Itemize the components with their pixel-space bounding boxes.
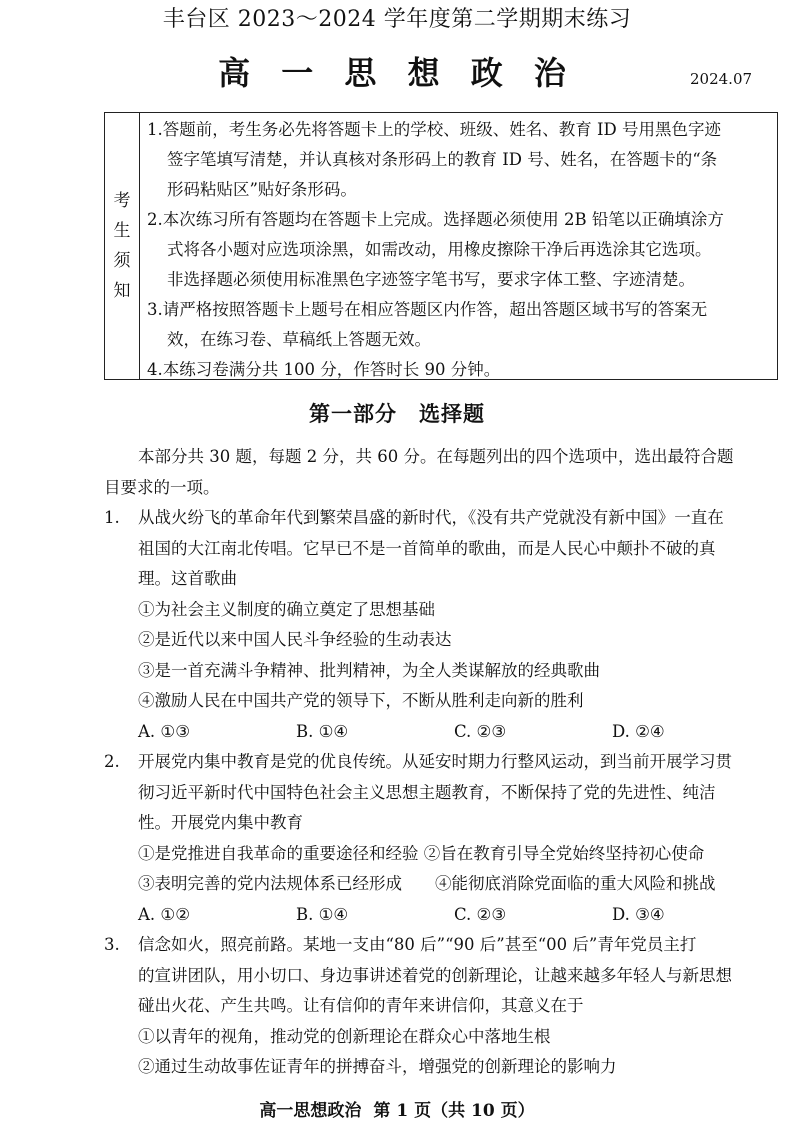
notice-line: 效，在练习卷、草稿纸上答题无效。 xyxy=(167,330,431,349)
notice-line: 非选择题必须使用标准黑色字迹签字笔书写，要求字体工整、字迹清楚。 xyxy=(167,270,695,289)
notice-text xyxy=(147,115,771,385)
notice-label-char: 生 xyxy=(113,221,131,241)
answer-choices xyxy=(104,900,780,931)
subject-title: 高 一 思 想 政 治 xyxy=(218,54,576,92)
notice-label xyxy=(105,113,140,379)
choice-b: B. ①④ xyxy=(296,721,349,741)
choice-d: D. ②④ xyxy=(612,721,665,741)
stem-line: 信念如火，照亮前路。某地一支由“80 后”“90 后”甚至“00 后”青年党员主打 xyxy=(138,935,697,954)
question-item: ③表明完善的党内法规体系已经形成 ④能彻底消除党面临的重大风险和挑战 xyxy=(138,874,716,893)
notice-label-char: 知 xyxy=(113,281,131,301)
notice-line: 签字笔填写清楚，并认真核对条形码上的教育 ID 号、姓名，在答题卡的“条 xyxy=(167,150,718,169)
notice-label-char: 考 xyxy=(113,191,131,211)
choice-d: D. ③④ xyxy=(612,904,665,924)
choice-a: A. ①③ xyxy=(138,721,190,741)
choice-c: C. ②③ xyxy=(454,904,507,924)
stem-line: 彻习近平新时代中国特色社会主义思想主题教育，不断保持了党的先进性、纯洁 xyxy=(138,782,716,802)
footer-page: 第 1 页（共 10 页） xyxy=(373,1101,535,1121)
question-item: ①为社会主义制度的确立奠定了思想基础 xyxy=(138,599,435,619)
notice-line: 2.本次练习所有答题均在答题卡上完成。选择题必须使用 2B 铅笔以正确填涂方 xyxy=(147,210,724,229)
question-item: ④激励人民在中国共产党的领导下，不断从胜利走向新的胜利 xyxy=(138,691,584,710)
question-stem xyxy=(104,503,780,595)
stem-line: 从战火纷飞的革命年代到繁荣昌盛的新时代，《没有共产党就没有新中国》一直在 xyxy=(138,508,724,527)
notice-line: 1.答题前，考生务必先将答题卡上的学校、班级、姓名、教育 ID 号用黑色字迹 xyxy=(147,120,721,139)
stem-line: 碰出火花、产生共鸣。让有信仰的青年来讲信仰，其意义在于 xyxy=(138,996,584,1015)
stem-line: 祖国的大江南北传唱。它早已不是一首简单的歌曲，而是人民心中颠扑不破的真 xyxy=(138,538,716,558)
notice-line: 形码粘贴区”贴好条形码。 xyxy=(167,180,357,199)
exam-title: 丰台区 2023～2024 学年度第二学期期末练习 xyxy=(162,7,632,32)
exam-date: 2024.07 xyxy=(690,70,753,88)
section-title xyxy=(0,398,794,428)
question-item: ②是近代以来中国人民斗争经验的生动表达 xyxy=(138,630,452,649)
section-part: 第一部分 xyxy=(309,401,397,426)
notice-line: 式将各小题对应选项涂黑，如需改动，用橡皮擦除干净后再选涂其它选项。 xyxy=(167,240,712,259)
stem-line: 性。开展党内集中教育 xyxy=(138,813,303,832)
section-intro xyxy=(104,442,780,503)
question-item: ①以青年的视角，推动党的创新理论在群众心中落地生根 xyxy=(138,1026,551,1046)
choice-a: A. ①② xyxy=(138,904,190,924)
intro-line: 目要求的一项。 xyxy=(104,477,220,497)
stem-line: 的宣讲团队，用小切口、身边事讲述着党的创新理论，让越来越多年轻人与新思想 xyxy=(138,965,732,985)
question-item: ③是一首充满斗争精神、批判精神，为全人类谋解放的经典歌曲 xyxy=(138,660,600,680)
choice-c: C. ②③ xyxy=(454,721,507,741)
page-footer xyxy=(0,1096,794,1121)
questions-area xyxy=(104,442,780,1083)
question-number: 3. xyxy=(104,935,120,954)
notice-line: 3.请严格按照答题卡上题号在相应答题区内作答，超出答题区域书写的答案无 xyxy=(147,300,708,319)
question-item: ②通过生动故事佐证青年的拼搏奋斗，增强党的创新理论的影响力 xyxy=(138,1057,617,1076)
question-number: 2. xyxy=(104,752,120,771)
notice-line: 4.本练习卷满分共 100 分，作答时长 90 分钟。 xyxy=(147,360,501,379)
intro-line: 本部分共 30 题，每题 2 分，共 60 分。在每题列出的四个选项中，选出最符合题 xyxy=(138,447,734,466)
question-item: ①是党推进自我革命的重要途径和经验 ②旨在教育引导全党始终坚持初心使命 xyxy=(138,843,705,863)
notice-box xyxy=(104,112,778,380)
stem-line: 理。这首歌曲 xyxy=(138,569,237,588)
choice-b: B. ①④ xyxy=(296,904,349,924)
footer-subject: 高一思想政治 xyxy=(259,1101,362,1121)
notice-label-char: 须 xyxy=(113,251,131,271)
stem-line: 开展党内集中教育是党的优良传统。从延安时期力行整风运动，到当前开展学习贯 xyxy=(138,752,732,771)
section-name: 选择题 xyxy=(419,401,485,426)
question-stem xyxy=(104,747,780,839)
question-stem xyxy=(104,930,780,1022)
answer-choices xyxy=(104,717,780,748)
question-number: 1. xyxy=(104,508,120,527)
